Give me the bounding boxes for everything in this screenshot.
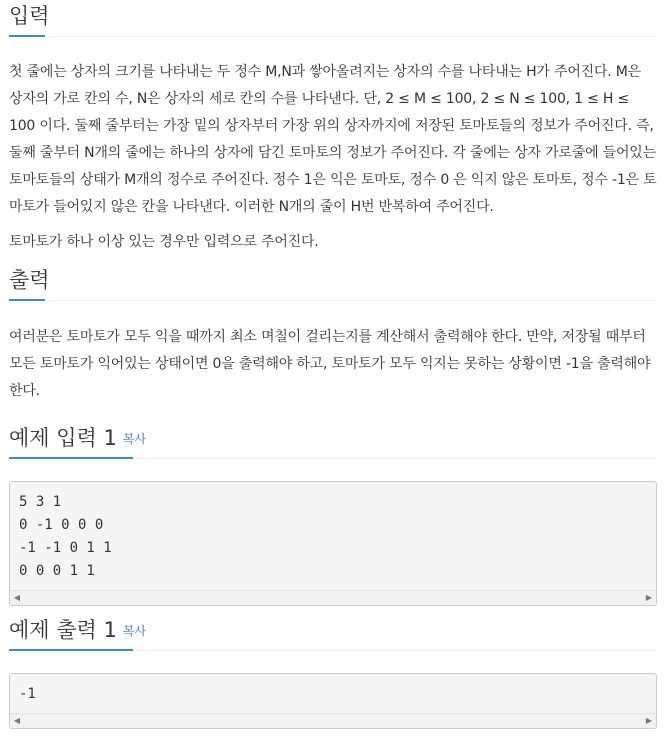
scroll-right-icon[interactable]: ▶ [645, 593, 653, 602]
sample-output-scrollbar[interactable] [10, 713, 656, 728]
output-section-title: 출력 [9, 268, 50, 292]
sample-output-box [9, 673, 657, 729]
scroll-left-icon[interactable]: ◀ [13, 716, 21, 725]
input-section-title: 입력 [9, 4, 50, 28]
sample-output-code: -1 [19, 686, 36, 702]
sample-output-heading [9, 616, 146, 645]
sample-input-heading [9, 424, 146, 453]
sample-input-title: 예제 입력 1 [9, 426, 117, 450]
copy-sample-input-button[interactable]: 복사 [122, 432, 147, 446]
output-title-rule [9, 300, 657, 301]
output-description: 여러분은 토마토가 모두 익을 때까지 최소 며칠이 걸리는지를 계산해서 출력해야 한다. 만약, 저장될 때부터 모든 토마토가 익어있는 상태이면 0을 출력해야 하고, 토마토가 모두 익지는 못하는 상황이면 -1을 출력해야 한다. [9, 329, 651, 399]
scroll-left-icon[interactable]: ◀ [13, 593, 21, 602]
output-title-underline [9, 299, 45, 301]
scroll-right-icon[interactable]: ▶ [645, 716, 653, 725]
copy-sample-output-button[interactable]: 복사 [122, 624, 147, 638]
sample-input-scrollbar[interactable] [10, 590, 656, 605]
input-title-underline [9, 35, 45, 37]
sample-input-code: 5 3 1 0 -1 0 0 0 -1 -1 0 1 1 0 0 0 1 1 [19, 494, 112, 579]
input-title-rule [9, 36, 657, 37]
input-note: 토마토가 하나 이상 있는 경우만 입력으로 주어진다. [9, 234, 319, 250]
sample-output-title: 예제 출력 1 [9, 618, 117, 642]
sample-input-title-underline [9, 457, 133, 459]
sample-input-box [9, 481, 657, 606]
input-description: 첫 줄에는 상자의 크기를 나타내는 두 정수 M,N과 쌓아올려지는 상자의 수를 나타내는 H가 주어진다. M은 상자의 가로 칸의 수, N은 상자의 세로 칸의 수를 나타낸다. 단, 2 ≤ M ≤ 100, 2 ≤ N ≤ 100, 1 ≤ H ≤ 100 이다. 둘째 줄부터는 가장 밑의 상자부터 가장 위의 상자까지에 저장된 토마토들의 정보가 주어진다. 즉, 둘째 줄부터 N개의 줄에는 하나의 상자에 담긴 토마토의 정보가 주어진다. 각 줄에는 상자 가로줄에 들어있는 토마토들의 상태가 M개의 정수로 주어진다. 정수 1은 익은 토마토, 정수 0 은 익지 않은 토마토, 정수 -1은 토마토가 들어있지 않은 칸을 나타낸다. 이러한 N개의 줄이 H번 반복하여 주어진다. [9, 64, 657, 215]
sample-output-title-underline [9, 649, 133, 651]
